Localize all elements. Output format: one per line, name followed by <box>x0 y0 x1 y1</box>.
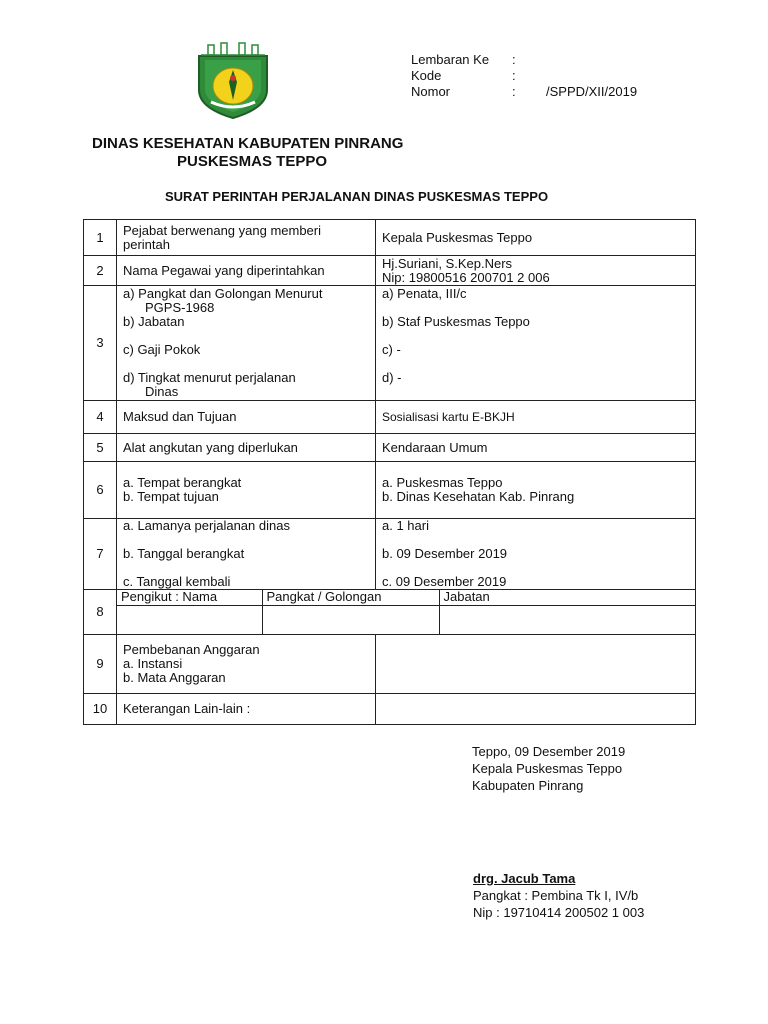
signatory-details <box>473 870 644 921</box>
row-value-line: b) Staf Puskesmas Teppo <box>382 314 530 329</box>
row-label-line: PGPS-1968 <box>145 300 215 315</box>
row-value <box>376 635 696 694</box>
row-value-line: Hj.Suriani, S.Kep.Ners <box>382 255 513 271</box>
row-number: 8 <box>84 590 117 635</box>
companion-name-cell <box>117 606 262 635</box>
signature-region: Kabupaten Pinrang <box>472 778 584 793</box>
row-value-line: b. 09 Desember 2019 <box>382 546 508 561</box>
table-row <box>84 220 696 256</box>
meta-sep-lembaran: : <box>512 52 516 67</box>
row-number: 4 <box>84 401 117 434</box>
row-value <box>376 462 696 519</box>
row-label-line: Dinas <box>145 384 179 399</box>
sppd-form-table <box>83 219 696 725</box>
row-label-line: d) Tingkat menurut perjalanan <box>123 370 296 385</box>
signature-place-date: Teppo, 09 Desember 2019 <box>472 744 626 759</box>
row-label <box>117 519 376 590</box>
signatory-name: drg. Jacub Tama <box>473 871 576 886</box>
companion-position-header: Jabatan <box>439 590 695 606</box>
row-label-line: c. Tanggal kembali <box>123 574 231 589</box>
row-value-line: c) - <box>382 342 401 357</box>
companion-subtable <box>117 590 695 634</box>
table-row <box>84 434 696 462</box>
row-number: 1 <box>84 220 117 256</box>
org-name-line1: DINAS KESEHATAN KABUPATEN PINRANG <box>92 135 404 152</box>
signature-position: Kepala Puskesmas Teppo <box>472 761 623 776</box>
row-label-line: b. Tanggal berangkat <box>123 546 245 561</box>
row-label-line: b. Mata Anggaran <box>123 670 226 685</box>
companion-rank-cell <box>262 606 439 635</box>
row-number: 6 <box>84 462 117 519</box>
row-value-line: a) Penata, III/c <box>382 286 467 301</box>
row-number: 2 <box>84 256 117 286</box>
row-label-line: a. Instansi <box>123 656 183 671</box>
row-value-line: c. 09 Desember 2019 <box>382 574 507 589</box>
meta-value-nomor: /SPPD/XII/2019 <box>546 84 638 99</box>
meta-sep-kode: : <box>512 68 516 83</box>
document-title: SURAT PERINTAH PERJALANAN DINAS PUSKESMAS TEPPO <box>165 189 549 204</box>
row-label: Nama Pegawai yang diperintahkan <box>117 256 376 286</box>
row-value-line: a. 1 hari <box>382 518 429 533</box>
row-value-line: Nip: 19800516 200701 2 006 <box>382 269 550 285</box>
row-value: Sosialisasi kartu E-BKJH <box>376 401 696 434</box>
org-name-line2: PUSKESMAS TEPPO <box>177 153 328 170</box>
row-label: Alat angkutan yang diperlukan <box>117 434 376 462</box>
signatory-rank: Pangkat : Pembina Tk I, IV/b <box>473 888 639 903</box>
row-value: Kepala Puskesmas Teppo <box>376 220 696 256</box>
row-value <box>376 519 696 590</box>
row-label-line: c) Gaji Pokok <box>123 342 201 357</box>
row-number: 10 <box>84 694 117 725</box>
signature-block <box>472 743 625 794</box>
table-row <box>84 694 696 725</box>
row-value: Kendaraan Umum <box>376 434 696 462</box>
table-row <box>84 462 696 519</box>
row-label-line: Pejabat berwenang yang memberi <box>123 222 322 238</box>
row-value <box>376 256 696 286</box>
row-label-line: a. Tempat berangkat <box>123 475 242 490</box>
row-number: 9 <box>84 635 117 694</box>
regency-emblem-logo <box>193 42 273 120</box>
table-row <box>84 401 696 434</box>
row-label <box>117 286 376 401</box>
row-value <box>376 286 696 401</box>
row-label-line: Pembebanan Anggaran <box>123 642 260 657</box>
row-label-line: b. Tempat tujuan <box>123 489 219 504</box>
row-label <box>117 220 376 256</box>
table-row <box>84 590 696 635</box>
companion-name-header: Pengikut : Nama <box>117 590 262 606</box>
table-row <box>84 635 696 694</box>
row-label <box>117 462 376 519</box>
row-label-line: a. Lamanya perjalanan dinas <box>123 518 290 533</box>
row-label-line: a) Pangkat dan Golongan Menurut <box>123 286 323 301</box>
row-value-line: b. Dinas Kesehatan Kab. Pinrang <box>382 489 575 504</box>
companion-subtable-cell <box>117 590 696 635</box>
meta-label-lembaran: Lembaran Ke <box>411 52 490 67</box>
table-row <box>84 519 696 590</box>
row-label-line: b) Jabatan <box>123 314 185 329</box>
table-row <box>84 256 696 286</box>
row-label: Maksud dan Tujuan <box>117 401 376 434</box>
row-label: Keterangan Lain-lain : <box>117 694 376 725</box>
row-value-line: d) - <box>382 370 402 385</box>
companion-rank-header: Pangkat / Golongan <box>262 590 439 606</box>
row-value <box>376 694 696 725</box>
row-label <box>117 635 376 694</box>
table-row <box>84 286 696 401</box>
row-label-line: perintah <box>123 236 170 252</box>
row-number: 5 <box>84 434 117 462</box>
document-meta <box>411 52 671 102</box>
row-number: 3 <box>84 286 117 401</box>
row-value-line: a. Puskesmas Teppo <box>382 475 503 490</box>
row-number: 7 <box>84 519 117 590</box>
meta-label-kode: Kode <box>411 68 442 83</box>
signatory-nip: Nip : 19710414 200502 1 003 <box>473 905 645 920</box>
meta-label-nomor: Nomor <box>411 84 451 99</box>
meta-sep-nomor: : <box>512 84 516 99</box>
companion-position-cell <box>439 606 695 635</box>
